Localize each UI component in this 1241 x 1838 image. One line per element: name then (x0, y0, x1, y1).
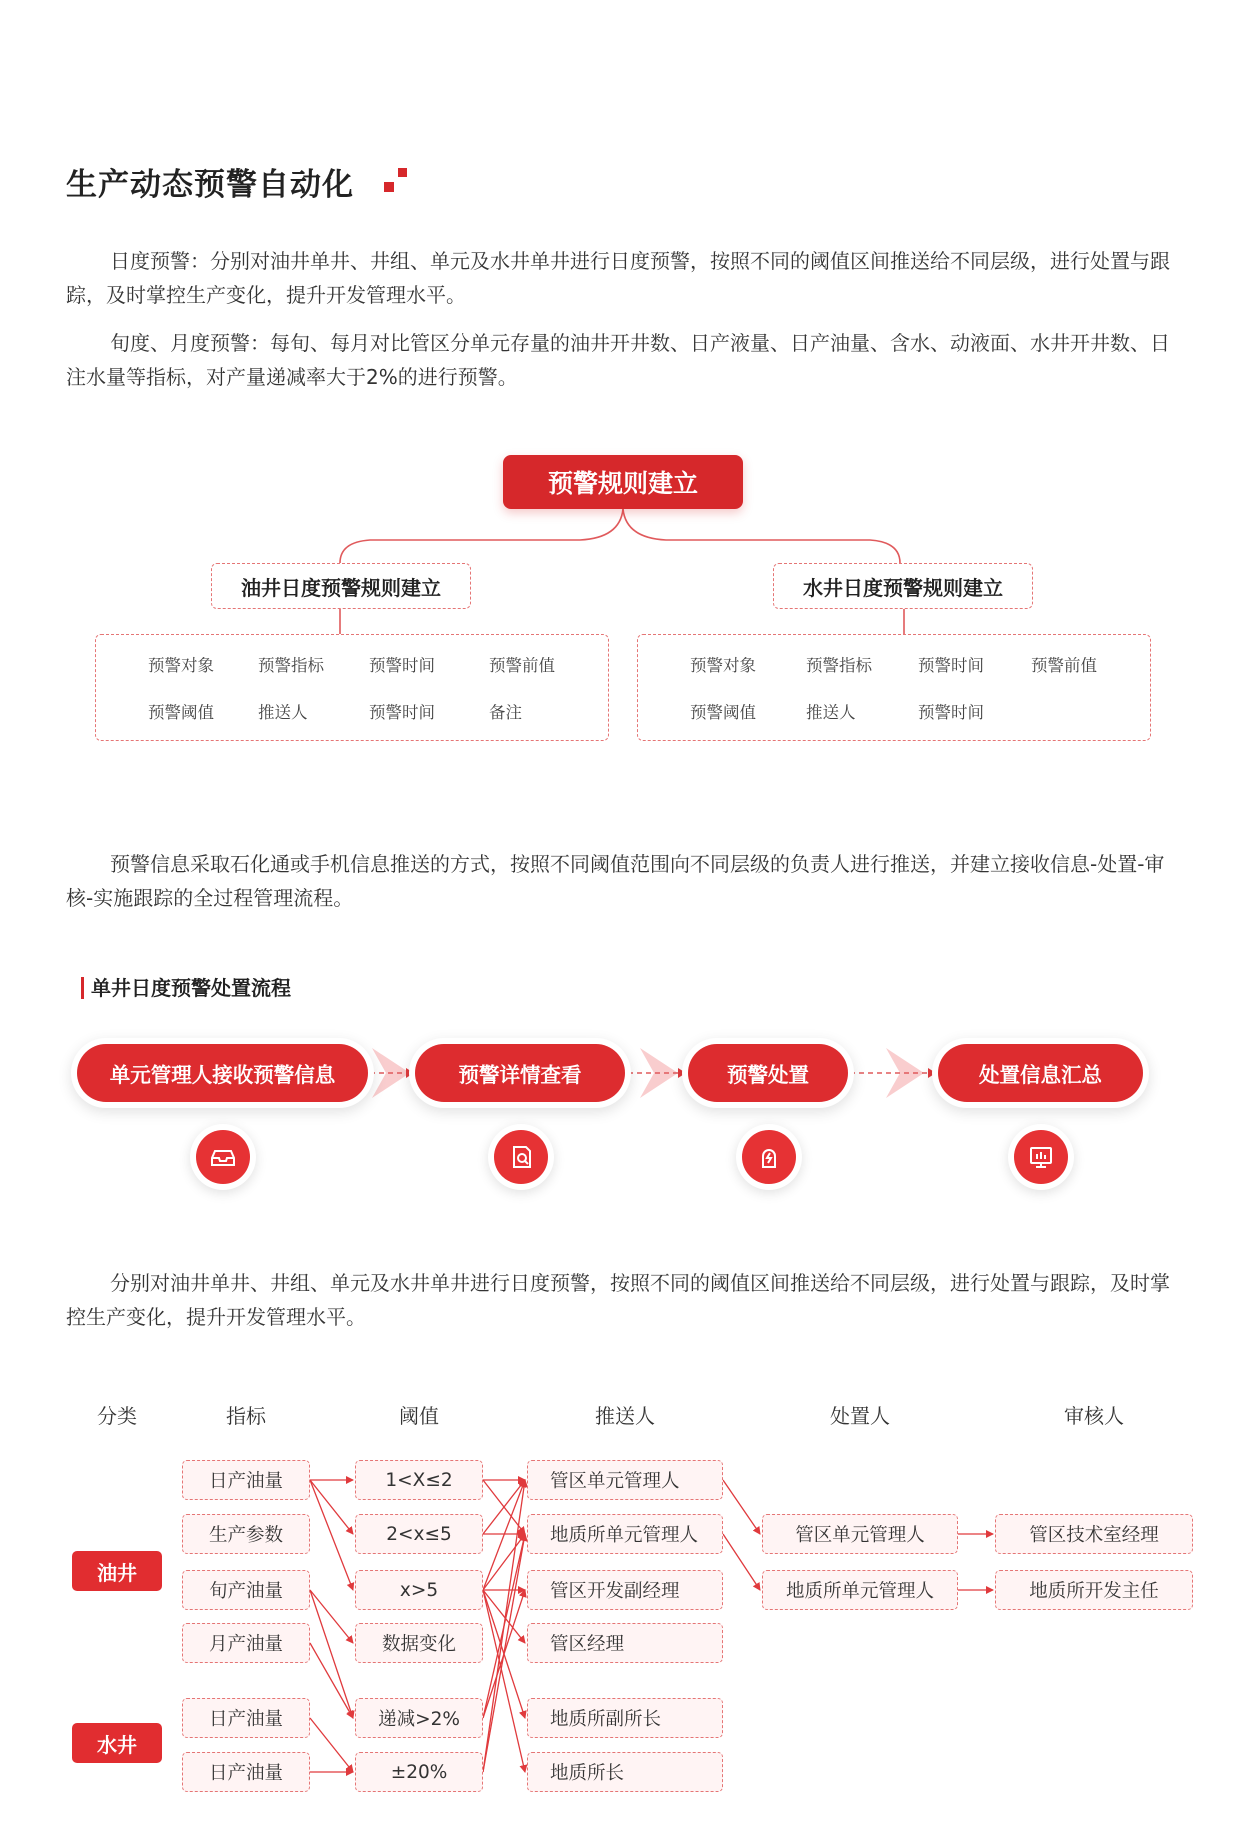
oil-field: 预警前值 (489, 656, 555, 675)
water-field: 推送人 (806, 703, 856, 722)
water-field: 预警时间 (918, 703, 984, 722)
oil-field: 推送人 (258, 703, 308, 722)
rules-root-box: 预警规则建立 (503, 455, 743, 509)
header-indicator: 指标 (226, 1404, 266, 1428)
threshold-node: 2<x≤5 (355, 1514, 483, 1554)
water-rule-title: 水井日度预警规则建立 (773, 563, 1033, 609)
header-reviewer: 审核人 (1064, 1404, 1124, 1428)
daily-warning-paragraph: 日度预警：分别对油井单井、井组、单元及水井单井进行日度预警，按照不同的阈值区间推送给不同层级，进行处置与跟踪，及时掌控生产变化，提升开发管理水平。 (66, 249, 1170, 307)
periodic-warning-paragraph: 旬度、月度预警：每旬、每月对比管区分单元存量的油井开井数、日产液量、日产油量、含水、动液面、水井开井数、日注水量等指标，对产量递减率大于2%的进行预警。 (66, 331, 1170, 389)
reviewer-node: 地质所开发主任 (995, 1570, 1193, 1610)
pusher-node: 管区开发副经理 (527, 1570, 723, 1610)
indicator-node: 日产油量 (182, 1752, 310, 1792)
pusher-node: 管区经理 (527, 1623, 723, 1663)
pusher-node: 地质所副所长 (527, 1698, 723, 1738)
threshold-node: ±20% (355, 1752, 483, 1792)
indicator-node: 日产油量 (182, 1460, 310, 1500)
reviewer-node: 管区技术室经理 (995, 1514, 1193, 1554)
header-category: 分类 (97, 1404, 137, 1428)
oil-field: 预警时间 (369, 703, 435, 722)
threshold-node: 数据变化 (355, 1623, 483, 1663)
oil-rule-title: 油井日度预警规则建立 (211, 563, 471, 609)
header-threshold: 阈值 (399, 1404, 439, 1428)
oil-field: 预警阈值 (148, 703, 214, 722)
header-handler: 处置人 (830, 1404, 890, 1428)
page-title: 生产动态预警自动化 (66, 167, 354, 203)
category-water-well: 水井 (72, 1723, 162, 1763)
header-pusher: 推送人 (595, 1404, 655, 1428)
oil-field: 预警时间 (369, 656, 435, 675)
oil-field: 预警对象 (148, 656, 214, 675)
indicator-node: 月产油量 (182, 1623, 310, 1663)
indicator-node: 旬产油量 (182, 1570, 310, 1610)
flow-step-view: 预警详情查看 (415, 1044, 625, 1102)
water-field: 预警指标 (806, 656, 872, 675)
threshold-node: x>5 (355, 1570, 483, 1610)
push-paragraph: 预警信息采取石化通或手机信息推送的方式，按照不同阈值范围向不同层级的负责人进行推送，并建立接收信息-处置-审核-实施跟踪的全过程管理流程。 (66, 852, 1165, 910)
flow-step-summary: 处置信息汇总 (938, 1044, 1143, 1102)
bottom-paragraph: 分别对油井单井、井组、单元及水井单井进行日度预警，按照不同的阈值区间推送给不同层级，进行处置与跟踪，及时掌控生产变化，提升开发管理水平。 (66, 1271, 1170, 1329)
oil-field: 预警指标 (258, 656, 324, 675)
pusher-node: 地质所长 (527, 1752, 723, 1792)
flow-heading: 单井日度预警处置流程 (91, 976, 291, 1000)
handler-node: 地质所单元管理人 (762, 1570, 958, 1610)
water-field: 预警时间 (918, 656, 984, 675)
water-field: 预警前值 (1031, 656, 1097, 675)
water-field: 预警阈值 (690, 703, 756, 722)
flow-step-receive: 单元管理人接收预警信息 (77, 1044, 368, 1102)
indicator-node: 生产参数 (182, 1514, 310, 1554)
oil-field: 备注 (489, 703, 522, 722)
pusher-node: 管区单元管理人 (527, 1460, 723, 1500)
handler-node: 管区单元管理人 (762, 1514, 958, 1554)
flow-step-handle: 预警处置 (688, 1044, 848, 1102)
threshold-node: 1<X≤2 (355, 1460, 483, 1500)
pusher-node: 地质所单元管理人 (527, 1514, 723, 1554)
threshold-node: 递减>2% (355, 1698, 483, 1738)
water-field: 预警对象 (690, 656, 756, 675)
category-oil-well: 油井 (72, 1551, 162, 1591)
indicator-node: 日产油量 (182, 1698, 310, 1738)
